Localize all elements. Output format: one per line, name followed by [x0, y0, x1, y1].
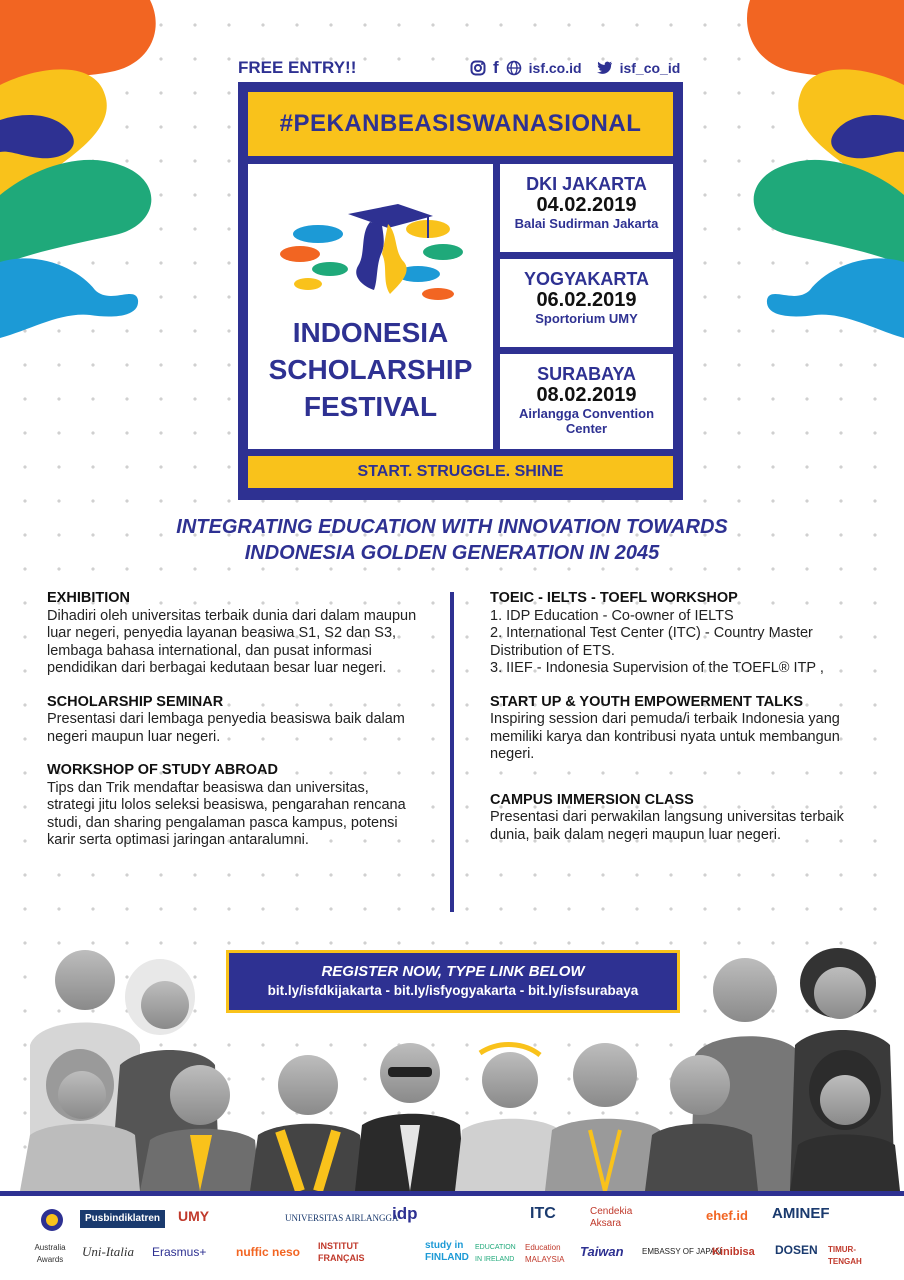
person-figure	[250, 1055, 365, 1191]
logo-taiwan: Taiwan	[580, 1244, 624, 1259]
logo-cendekia: Cendekia Aksara	[590, 1206, 633, 1229]
section-line: 2. International Test Center (ITC) - Country Master Distribution of ETS.	[490, 625, 813, 659]
logo-education-malaysia: Education MALAYSIA	[525, 1243, 565, 1264]
twitter-icon[interactable]	[597, 61, 613, 75]
logo-education-ireland: EDUCATION IN IRELAND	[475, 1244, 516, 1263]
slogan-line: INDONESIA GOLDEN GENERATION IN 2045	[244, 542, 660, 564]
logo-study-finland: study in FINLAND	[425, 1240, 469, 1263]
event-venue: Balai Sudirman Jakarta	[514, 216, 659, 231]
festival-logo-box	[248, 164, 493, 449]
section-title: SCHOLARSHIP SEMINAR	[47, 693, 224, 710]
logo-pusbindiklatren: Pusbindiklatren	[80, 1210, 165, 1228]
logo-aminef: AMINEF	[772, 1205, 830, 1222]
left-program-column	[47, 590, 417, 866]
tagline-banner: START. STRUGGLE. SHINE	[248, 456, 673, 488]
festival-title-line: FESTIVAL	[303, 391, 438, 422]
decorative-blobs-right	[730, 0, 904, 340]
program-section	[47, 762, 417, 850]
hashtag-banner: #PEKANBEASISWANASIONAL	[248, 92, 673, 156]
slogan	[0, 514, 904, 566]
person-figure	[545, 1043, 665, 1191]
logo-uni-italia: Uni-Italia	[82, 1244, 134, 1259]
city-box-yogyakarta	[500, 259, 673, 347]
slogan-line: INTEGRATING EDUCATION WITH INNOVATION TOWARDS	[176, 516, 728, 538]
city-name: SURABAYA	[537, 364, 636, 384]
globe-icon[interactable]	[506, 60, 522, 76]
instagram-icon[interactable]	[470, 60, 486, 76]
website-link[interactable]: isf.co.id	[528, 60, 582, 76]
logo-australia-awards: Australia Awards	[34, 1243, 66, 1264]
event-date: 08.02.2019	[536, 384, 637, 406]
logo-kinibisa: Kinibisa	[712, 1246, 755, 1258]
program-section	[47, 694, 417, 747]
city-name: DKI JAKARTA	[526, 174, 647, 194]
logo-dosen: DOSEN	[775, 1243, 818, 1257]
section-body: Presentasi dari lembaga penyedia beasiswa baik dalam negeri maupun luar negeri.	[47, 711, 405, 745]
section-line: Presentasi dari perwakilan langsung universitas terbaik dunia, baik dalam negeri maupun luar negeri.	[490, 809, 844, 843]
event-date: 04.02.2019	[536, 194, 637, 216]
twitter-handle[interactable]: isf_co_id	[619, 60, 681, 76]
decorative-blobs-left	[0, 0, 175, 340]
city-name: YOGYAKARTA	[523, 269, 649, 289]
logo-ehef: ehef.id	[706, 1208, 748, 1223]
city-box-jakarta	[500, 164, 673, 252]
logo-nuffic: nuffic neso	[236, 1245, 301, 1259]
section-title: TOEIC - IELTS - TOEFL WORKSHOP	[490, 590, 738, 606]
program-section	[490, 590, 870, 678]
event-venue: Sportorium UMY	[535, 311, 638, 326]
section-line: Inspiring session dari pemuda/i terbaik Indonesia yang memiliki karya dan kontribusi nyata untuk membangun negeri.	[490, 711, 840, 762]
city-box-surabaya	[500, 354, 673, 449]
event-date: 06.02.2019	[536, 289, 637, 311]
festival-title-line: INDONESIA	[292, 317, 449, 348]
logo-emblem	[40, 1208, 64, 1236]
register-links[interactable]: bit.ly/isfdkijakarta - bit.ly/isfyogyakarta - bit.ly/isfsurabaya	[267, 983, 639, 998]
section-line: 1. IDP Education - Co-owner of IELTS	[490, 607, 734, 624]
section-title: EXHIBITION	[47, 590, 130, 606]
person-figure	[355, 1043, 465, 1191]
section-body: Dihadiri oleh universitas terbaik dunia dari dalam maupun luar negeri, penyedia layanan beasiwa S1, S2 dan S3, lembaga bahasa international, dan pusat informasi pendidikan dari berbagai kedutaan besar luar negeri.	[47, 607, 417, 676]
column-divider	[450, 592, 454, 912]
program-section	[490, 694, 870, 764]
section-title: START UP & YOUTH EMPOWERMENT TALKS	[490, 693, 804, 710]
event-poster	[238, 82, 683, 500]
logo-idp: idp	[392, 1204, 418, 1223]
free-entry-label: FREE ENTRY!!	[238, 58, 357, 77]
section-title: CAMPUS IMMERSION CLASS	[490, 791, 694, 808]
logo-unair: UNIVERSITAS AIRLANGGA	[285, 1213, 399, 1223]
right-program-column	[490, 590, 870, 860]
logo-itc: ITC	[530, 1205, 556, 1222]
logo-erasmus: Erasmus+	[152, 1245, 207, 1259]
festival-title	[248, 314, 493, 425]
event-venue: Airlangga Convention Center	[518, 406, 655, 436]
register-heading: REGISTER NOW, TYPE LINK BELOW	[321, 963, 585, 980]
logo-institut-francais: INSTITUT FRANÇAIS	[318, 1241, 365, 1263]
festival-logo-icon	[278, 194, 468, 304]
section-body: Tips dan Trik mendaftar beasiswa dan universitas, strategi jitu lolos seleksi beasiswa, pengarahan rencana studi, dan sharing pengalaman pasca kampus, potensi karir serta optimasi jaringan antaralumni.	[47, 779, 406, 848]
facebook-icon[interactable]: f	[493, 58, 499, 77]
partner-logos	[0, 1196, 904, 1280]
logo-embassy-japan: EMBASSY OF JAPAN	[642, 1247, 722, 1256]
festival-title-line: SCHOLARSHIP	[268, 354, 473, 385]
logo-umy: UMY	[178, 1208, 210, 1224]
program-section	[490, 792, 870, 845]
register-box[interactable]	[226, 950, 680, 1013]
program-section	[47, 590, 417, 678]
section-line: 3. IIEF - Indonesia Supervision of the TOEFL® ITP ,	[490, 660, 824, 676]
section-title: WORKSHOP OF STUDY ABROAD	[47, 762, 278, 778]
logo-timur-tengah: TIMUR-TENGAH	[828, 1245, 862, 1266]
social-links	[470, 58, 680, 78]
